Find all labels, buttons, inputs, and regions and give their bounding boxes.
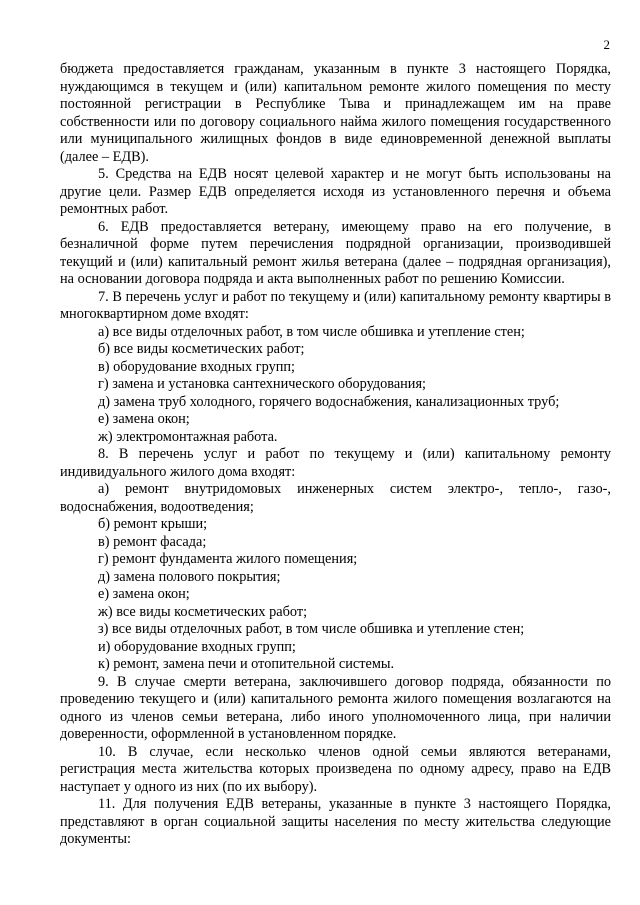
list-item: в) ремонт фасада; [98,533,207,550]
list-item: г) ремонт фундамента жилого помещения; [98,551,358,567]
paragraph-continuation: бюджета предоставляется гражданам, указанным в пункте 3 настоящего Порядка, нуждающимся в текущем и (или) капитальном ремонте жилого помещения по месту постоянной регистрации в Республике Тыва и принадлежащем им на праве собственности или по договору социального найма жилого помещения государственного или муниципального жилищных фондов в виде единовременной денежной выплаты (далее – ЕДВ). [60,61,611,165]
list-item: а) все виды отделочных работ, в том числе обшивка и утепление стен; [98,323,525,340]
list-item: з) все виды отделочных работ, в том числе обшивка и утепление стен; [98,621,525,637]
list-item: е) замена окон; [98,586,190,602]
paragraph-11: 11. Для получения ЕДВ ветераны, указанные в пункте 3 настоящего Порядка, представляют в орган социальной защиты населения по месту жительства следующие документы: [60,796,611,847]
paragraph-8: 8. В перечень услуг и работ по текущему и (или) капитальному ремонту индивидуального жилого дома входят: [60,446,611,480]
document-body [60,61,611,849]
list-item: ж) электромонтажная работа. [98,428,278,445]
paragraph-6: 6. ЕДВ предоставляется ветерану, имеющему право на его получение, в безналичной форме путем перечисления подрядной организации, производившей текущий и (или) капитальный ремонт жилья ветерана (далее – подрядная организация), на основании договора подряда и акта выполненных работ по решению Комиссии. [60,218,611,287]
list-item: а) ремонт внутридомовых инженерных систем электро-, тепло-, газо-, водоснабжения, водоотведения; [60,481,611,515]
list-item: к) ремонт, замена печи и отопительной системы. [98,656,395,672]
paragraph-9: 9. В случае смерти ветерана, заключившего договор подряда, обязанности по проведению текущего и (или) капитального ремонта жилого помещения возлагаются на одного из членов семьи ветерана, либо иного уполномоченного лица, при наличии доверенности, оформленной в установленном порядке. [60,673,611,742]
list-item: б) все виды косметических работ; [98,341,305,357]
list-item: д) замена полового покрытия; [98,568,281,585]
list-item: и) оборудование входных групп; [98,638,296,655]
list-item: в) оборудование входных групп; [98,358,296,375]
list-item: ж) все виды косметических работ; [98,603,308,620]
paragraph-5: 5. Средства на ЕДВ носят целевой характер и не могут быть использованы на другие цели. Размер ЕДВ определяется исходя из установленного перечня и объема ремонтных работ. [60,166,611,217]
page-number: 2 [603,37,610,52]
list-item: д) замена труб холодного, горячего водоснабжения, канализационных труб; [98,393,560,410]
paragraph-10: 10. В случае, если несколько членов одной семьи являются ветеранами, регистрация места жительства которых произведена по одному адресу, право на ЕДВ наступает у одного из них (по их выбору). [60,743,611,795]
paragraph-7: 7. В перечень услуг и работ по текущему и (или) капитальному ремонту квартиры в многоквартирном доме входят: [60,288,611,322]
list-item: г) замена и установка сантехнического оборудования; [98,376,427,392]
list-item: б) ремонт крыши; [98,516,208,532]
list-item: е) замена окон; [98,411,190,427]
